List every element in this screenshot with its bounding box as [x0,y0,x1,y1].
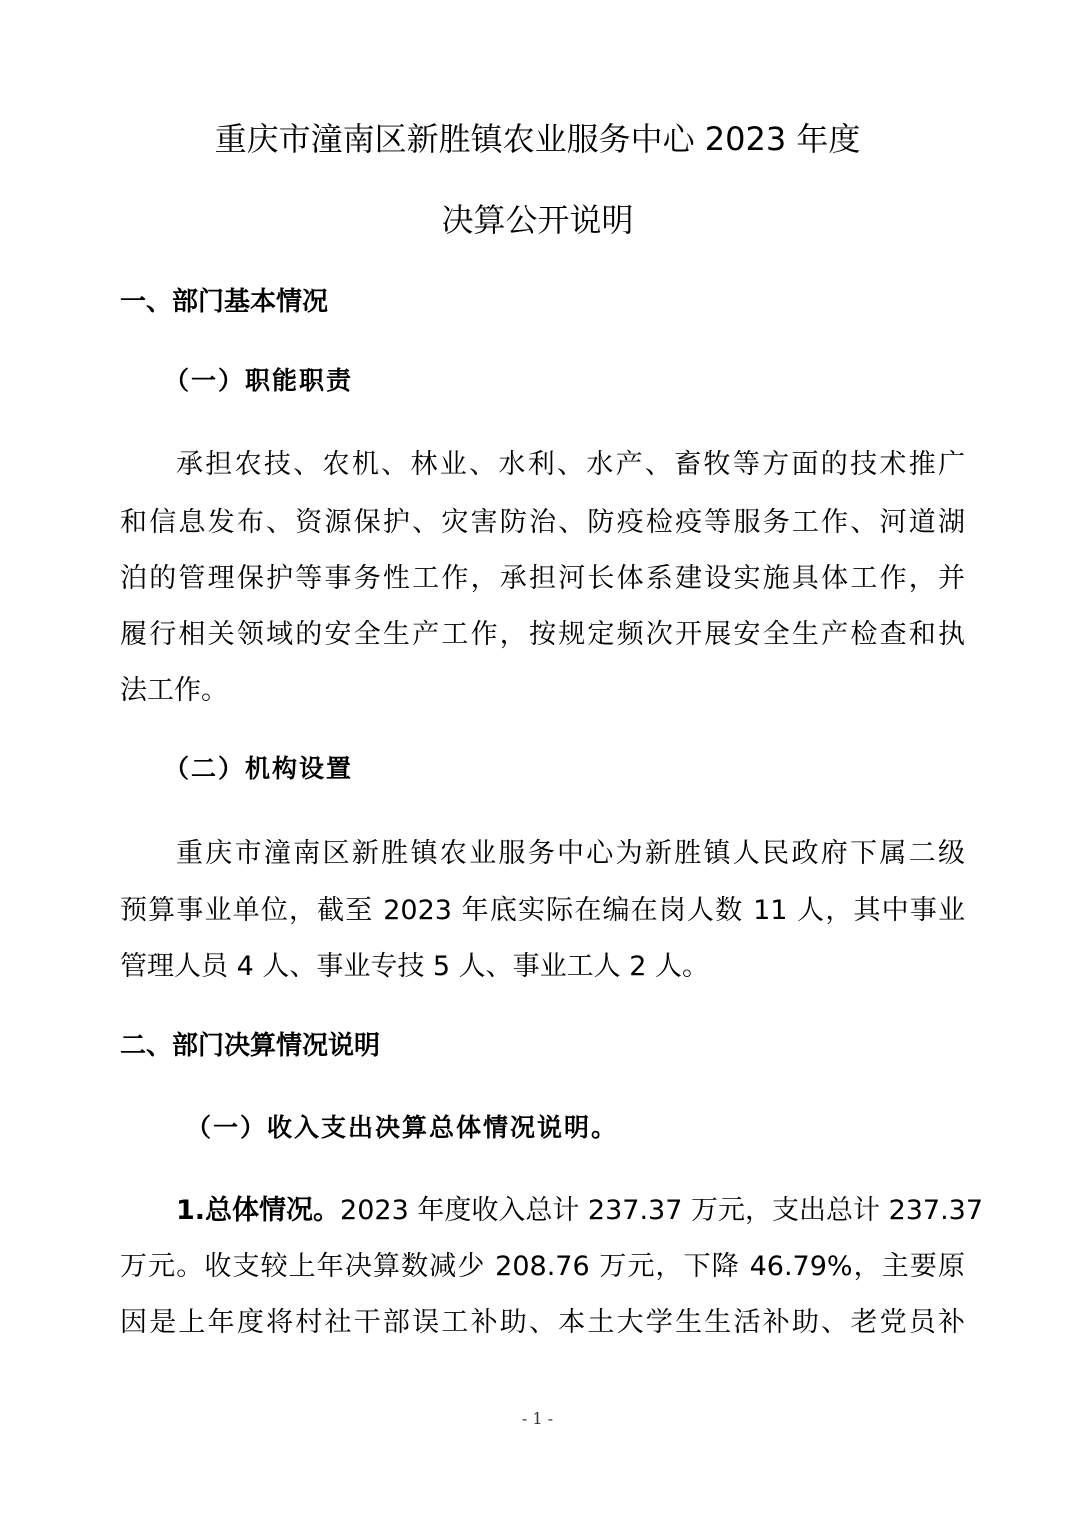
subsection-heading-organization: （二）机构设置 [164,754,354,783]
document-title-line-2: 决算公开说明 [441,201,634,239]
paragraph-line: 重庆市潼南区新胜镇农业服务中心为新胜镇人民政府下属二级 [176,838,965,869]
overall-lead-text: 2023 年度收入总计 237.37 万元，支出总计 237.37 [340,1195,984,1226]
paragraph-line: 管理人员 4 人、事业专技 5 人、事业工人 2 人。 [120,951,710,982]
section-heading-final-accounts: 二、部门决算情况说明 [120,1031,381,1061]
paragraph-line: 履行相关领域的安全生产工作，按规定频次开展安全生产检查和执 [120,619,965,650]
paragraph-line: 万元。收支较上年决算数减少 208.76 万元，下降 46.79%，主要原 [120,1251,965,1282]
paragraph-line: 法工作。 [120,675,228,706]
paragraph-line: 预算事业单位，截至 2023 年底实际在编在岗人数 11 人，其中事业 [120,895,965,926]
paragraph-line [176,1193,984,1229]
paragraph-line: 承担农技、农机、林业、水利、水产、畜牧等方面的技术推广 [176,449,965,480]
paragraph-line: 因是上年度将村社干部误工补助、本土大学生生活补助、老党员补 [120,1307,965,1338]
section-heading-basic-info: 一、部门基本情况 [120,287,329,317]
paragraph-line: 泊的管理保护等事务性工作，承担河长体系建设实施具体工作，并 [120,563,965,594]
overall-lead-label: 1.总体情况。 [176,1195,341,1226]
page-number: - 1 - [521,1409,554,1428]
subsection-heading-duties: （一）职能职责 [164,366,354,395]
subsection-heading-income-expenditure: （一）收入支出决算总体情况说明。 [186,1113,619,1142]
paragraph-line: 和信息发布、资源保护、灾害防治、防疫检疫等服务工作、河道湖 [120,507,965,538]
document-title-line-1: 重庆市潼南区新胜镇农业服务中心 2023 年度 [214,120,861,158]
